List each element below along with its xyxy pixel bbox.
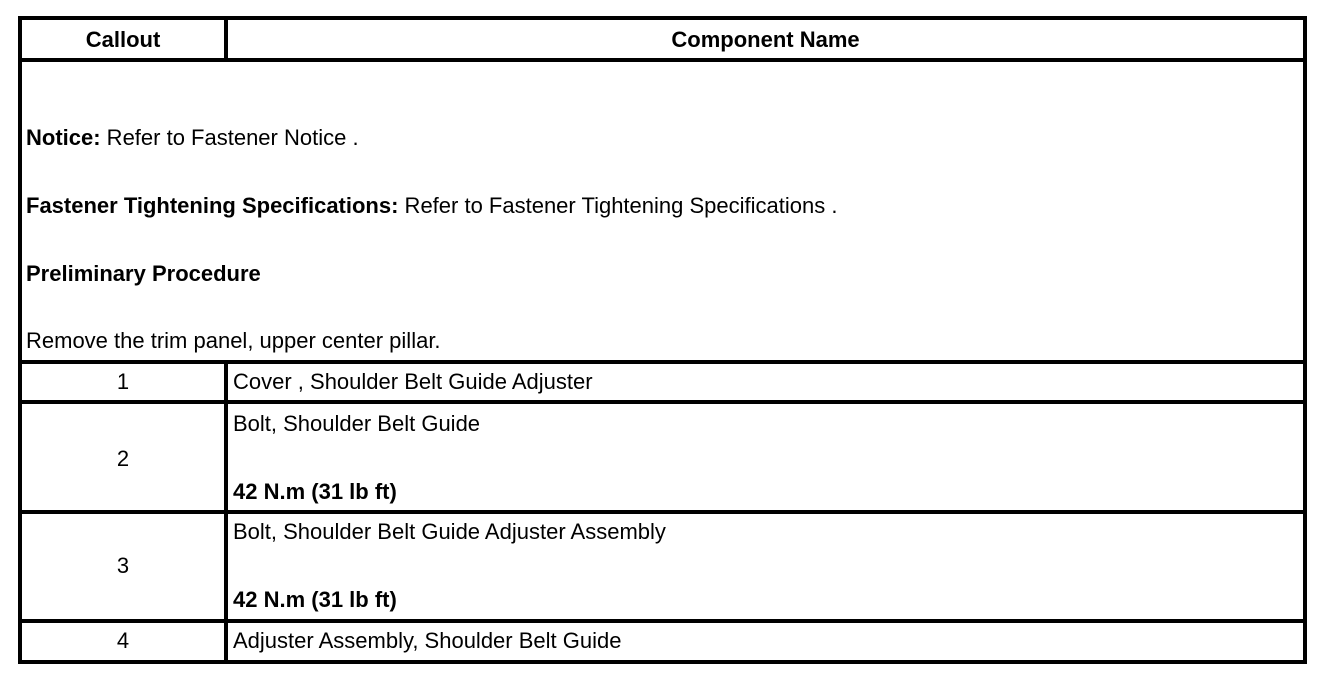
row-divider-2 xyxy=(18,510,1307,514)
row-2-torque: 42 N.m (31 lb ft) xyxy=(233,479,397,504)
table-border-right xyxy=(1303,16,1307,664)
row-2-name: Bolt, Shoulder Belt Guide xyxy=(233,411,481,436)
spec-label: Fastener Tightening Specifications: xyxy=(26,193,399,218)
row-divider-3 xyxy=(18,619,1307,623)
table-border-top xyxy=(18,16,1307,20)
row-3-torque: 42 N.m (31 lb ft) xyxy=(233,587,397,612)
header-callout: Callout xyxy=(85,27,161,52)
intro-divider xyxy=(18,360,1307,364)
notice-label: Notice: xyxy=(26,125,101,150)
row-3-name: Bolt, Shoulder Belt Guide Adjuster Assembly xyxy=(233,519,666,544)
spec-text: Refer to Fastener Tightening Specifications . xyxy=(398,193,838,218)
row-4-name: Adjuster Assembly, Shoulder Belt Guide xyxy=(233,628,622,653)
preliminary-heading: Preliminary Procedure xyxy=(26,261,261,286)
row-divider-1 xyxy=(18,400,1307,404)
preliminary-step: Remove the trim panel, upper center pillar. xyxy=(26,328,441,353)
spec-line xyxy=(26,193,837,219)
row-3-callout: 3 xyxy=(116,553,130,578)
row-2-callout: 2 xyxy=(116,446,130,471)
notice-line xyxy=(26,125,359,151)
row-1-name: Cover , Shoulder Belt Guide Adjuster xyxy=(233,369,593,394)
header-divider xyxy=(18,58,1307,62)
column-divider-body xyxy=(224,360,228,664)
component-table xyxy=(18,16,1307,664)
table-border-bottom xyxy=(18,660,1307,664)
row-1-callout: 1 xyxy=(116,369,130,394)
notice-text: Refer to Fastener Notice . xyxy=(100,125,359,150)
row-4-callout: 4 xyxy=(116,628,130,653)
header-component-name: Component Name xyxy=(671,27,860,52)
